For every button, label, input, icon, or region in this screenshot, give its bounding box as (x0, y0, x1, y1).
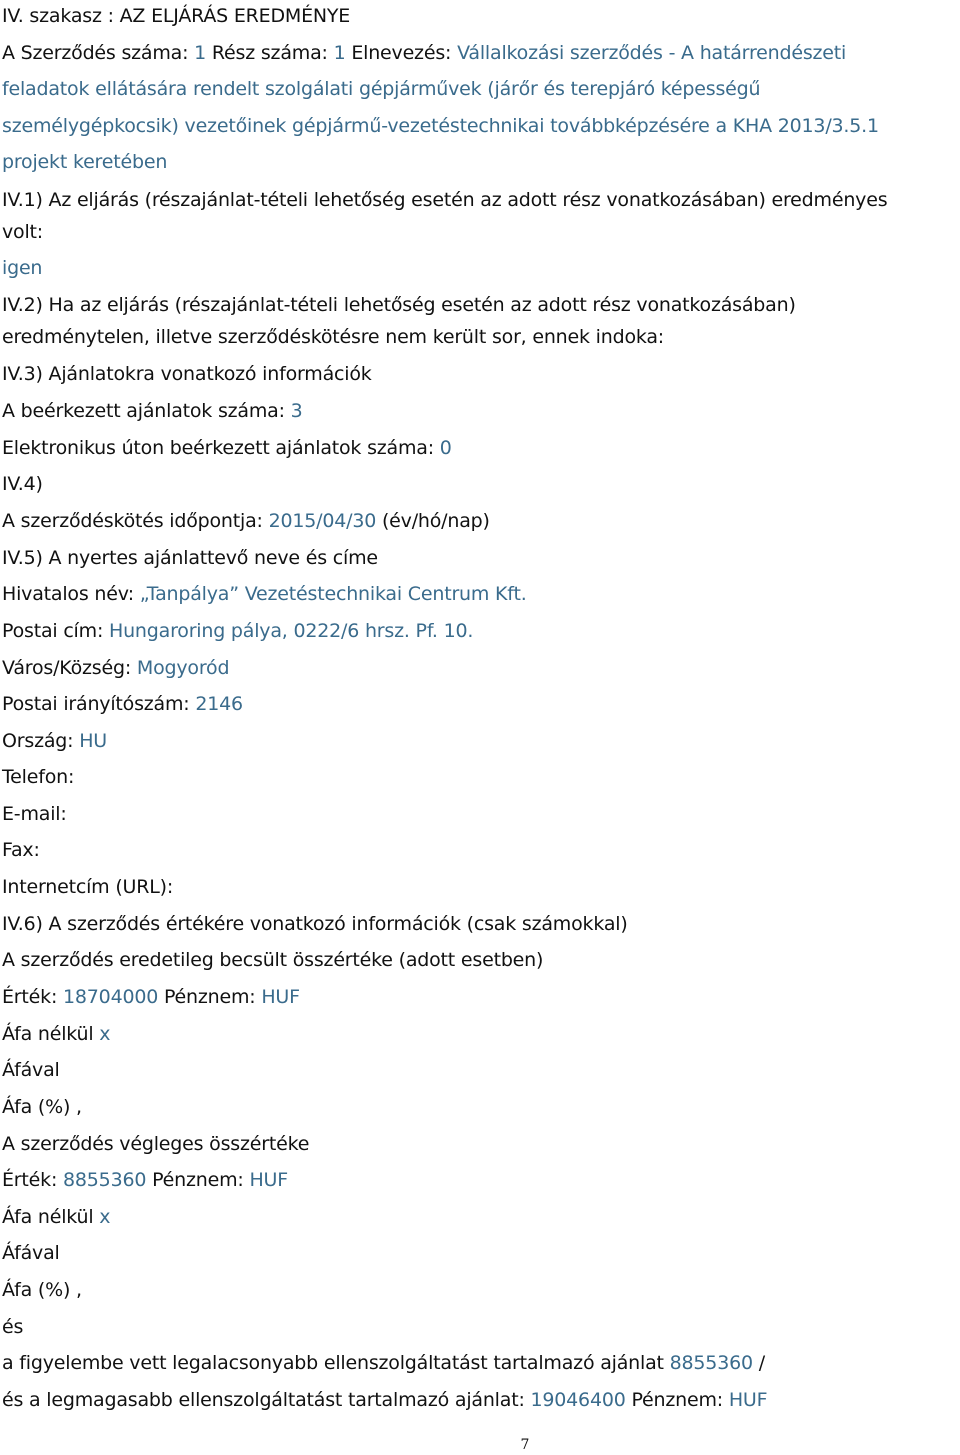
received-offers-label: A beérkezett ajánlatok száma: (2, 400, 285, 422)
contract-date-value: 2015/04/30 (268, 510, 377, 532)
iv2-text-line-2: eredménytelen, illetve szerződéskötésre nem került sor, ennek indoka: (2, 326, 664, 348)
contract-date-line (2, 508, 490, 534)
zip-label: Postai irányítószám: (2, 693, 190, 715)
official-name-line (2, 581, 527, 607)
iv1-text-line-1: IV.1) Az eljárás (részajánlat-tételi lehetőség esetén az adott rész vonatkozásában) eredményes (2, 189, 888, 211)
email-label: E-mail: (2, 803, 67, 825)
received-offers-value: 3 (290, 400, 303, 422)
country-value: HU (79, 730, 107, 752)
city-value: Mogyoród (136, 657, 230, 679)
contract-name-line-1: Vállalkozási szerződés - A határrendészeti (457, 42, 847, 64)
and-label: és (2, 1316, 24, 1338)
final-value: 8855360 (63, 1169, 147, 1191)
offer-separator: / (758, 1352, 765, 1374)
lowest-offer-label: a figyelembe vett legalacsonyabb ellenszolgáltatást tartalmazó ajánlat (2, 1352, 664, 1374)
estimated-value-line (2, 984, 300, 1010)
iv5-heading: IV.5) A nyertes ajánlattevő neve és címe (2, 547, 378, 569)
official-name-value: „Tanpálya” Vezetéstechnikai Centrum Kft. (139, 583, 527, 605)
contract-no-value: 1 (194, 42, 207, 64)
vat-excluded-label: Áfa nélkül (2, 1206, 94, 1228)
final-value-heading: A szerződés végleges összértéke (2, 1133, 310, 1155)
electronic-offers-line (2, 435, 452, 461)
vat-excluded-mark: x (99, 1206, 111, 1228)
contract-name-line-3: személygépkocsik) vezetőinek gépjármű-vezetéstechnikai továbbképzésére a KHA 2013/3.5.1 (2, 115, 879, 137)
received-offers-line (2, 398, 303, 424)
electronic-offers-value: 0 (439, 437, 452, 459)
postal-address-value: Hungaroring pálya, 0222/6 hrsz. Pf. 10. (109, 620, 474, 642)
contract-info-line (2, 40, 846, 66)
section-title: IV. szakasz : AZ ELJÁRÁS EREDMÉNYE (2, 5, 351, 27)
postal-address-line (2, 618, 473, 644)
contract-name-label: Elnevezés: (351, 42, 452, 64)
vat-excluded-mark: x (99, 1023, 111, 1045)
iv1-text-line-2: volt: (2, 221, 43, 243)
highest-offer-value: 19046400 (530, 1389, 626, 1411)
electronic-offers-label: Elektronikus úton beérkezett ajánlatok száma: (2, 437, 434, 459)
city-label: Város/Község: (2, 657, 132, 679)
final-currency-label: Pénznem: (152, 1169, 244, 1191)
postal-address-label: Postai cím: (2, 620, 104, 642)
estimated-value-heading: A szerződés eredetileg becsült összértéke (adott esetben) (2, 949, 544, 971)
estimated-vat-included-label: Áfával (2, 1059, 60, 1081)
iv4-heading: IV.4) (2, 473, 43, 495)
iv6-heading: IV.6) A szerződés értékére vonatkozó információk (csak számokkal) (2, 913, 628, 935)
estimated-currency-label: Pénznem: (163, 986, 256, 1008)
final-currency: HUF (249, 1169, 288, 1191)
highest-offer-label: és a legmagasabb ellenszolgáltatást tartalmazó ajánlat: (2, 1389, 525, 1411)
highest-currency: HUF (728, 1389, 768, 1411)
contract-date-label: A szerződéskötés időpontja: (2, 510, 263, 532)
fax-label: Fax: (2, 839, 40, 861)
contract-name-line-2: feladatok ellátására rendelt szolgálati gépjárművek (járőr és terepjáró képességű (2, 78, 761, 100)
final-value-label: Érték: (2, 1169, 58, 1191)
final-vat-excluded-line (2, 1204, 110, 1230)
url-label: Internetcím (URL): (2, 876, 174, 898)
highest-offer-line (2, 1387, 767, 1413)
estimated-value-label: Érték: (2, 986, 58, 1008)
city-line (2, 655, 229, 681)
final-vat-included-label: Áfával (2, 1242, 60, 1264)
final-vat-pct-label: Áfa (%) , (2, 1279, 82, 1301)
iv1-answer: igen (2, 257, 43, 279)
estimated-currency: HUF (261, 986, 300, 1008)
official-name-label: Hivatalos név: (2, 583, 134, 605)
final-value-line (2, 1167, 288, 1193)
estimated-value: 18704000 (63, 986, 159, 1008)
lowest-offer-value: 8855360 (669, 1352, 753, 1374)
page-number: 7 (520, 1437, 530, 1453)
iv2-text-line-1: IV.2) Ha az eljárás (részajánlat-tételi lehetőség esetén az adott rész vonatkozásában) (2, 294, 796, 316)
vat-excluded-label: Áfa nélkül (2, 1023, 94, 1045)
part-no-label: Rész száma: (211, 42, 328, 64)
contract-no-label: A Szerződés száma: (2, 42, 189, 64)
highest-currency-label: Pénznem: (631, 1389, 723, 1411)
zip-value: 2146 (195, 693, 243, 715)
estimated-vat-excluded-line (2, 1021, 110, 1047)
lowest-offer-line (2, 1350, 765, 1376)
country-label: Ország: (2, 730, 74, 752)
contract-date-format: (év/hó/nap) (381, 510, 490, 532)
country-line (2, 728, 107, 754)
estimated-vat-pct-label: Áfa (%) , (2, 1096, 82, 1118)
part-no-value: 1 (333, 42, 346, 64)
contract-name-line-4: projekt keretében (2, 151, 168, 173)
phone-label: Telefon: (2, 766, 75, 788)
iv3-heading: IV.3) Ajánlatokra vonatkozó információk (2, 363, 372, 385)
zip-line (2, 691, 243, 717)
